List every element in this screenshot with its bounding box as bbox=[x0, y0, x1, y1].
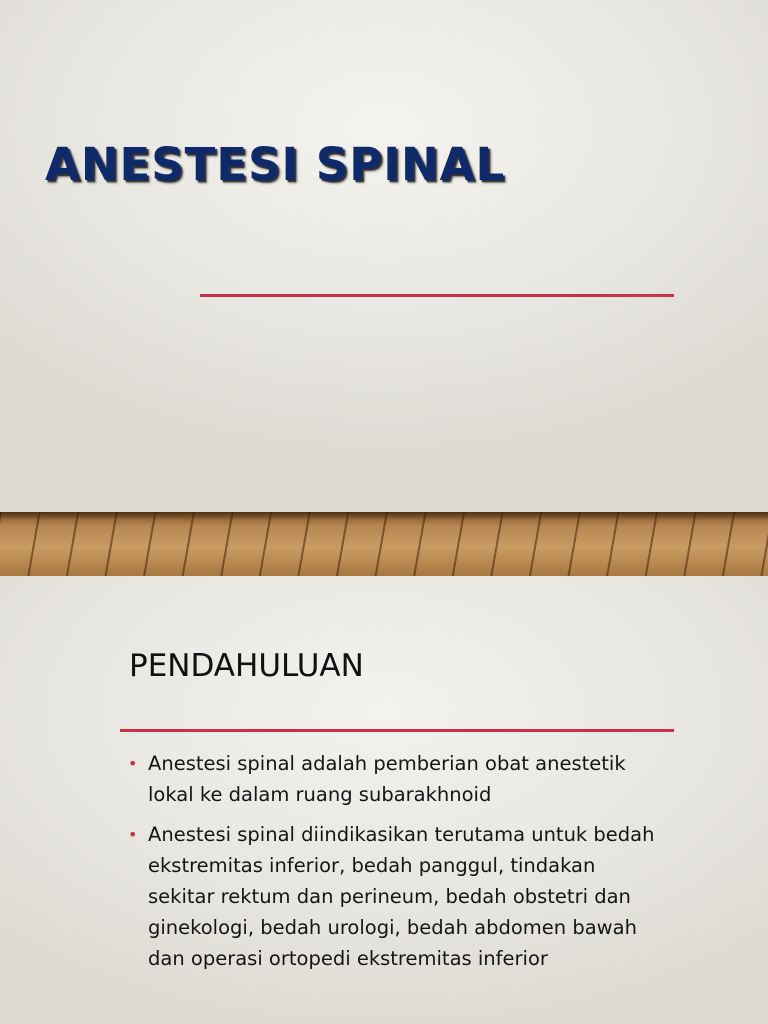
heading-divider-line bbox=[120, 729, 674, 732]
bullet-icon: • bbox=[128, 825, 138, 844]
slide-title-heading: ANESTESI SPINAL bbox=[45, 138, 506, 191]
bullet-list bbox=[126, 748, 666, 983]
bullet-item bbox=[126, 748, 666, 810]
bullet-icon: • bbox=[128, 754, 138, 773]
bullet-item bbox=[126, 819, 666, 974]
bullet-text: Anestesi spinal diindikasikan terutama untuk bedah ekstremitas inferior, bedah panggul, tindakan sekitar rektum dan perineum, bedah obstetri dan ginekologi, bedah urologi, bedah abdomen bawah dan operasi ortopedi ekstremitas inferior bbox=[148, 823, 655, 970]
bullet-text: Anestesi spinal adalah pemberian obat anestetik lokal ke dalam ruang subarakhnoid bbox=[148, 752, 626, 806]
wood-floor-decoration bbox=[0, 512, 768, 576]
slide-heading: PENDAHULUAN bbox=[129, 648, 364, 684]
title-divider-line bbox=[200, 294, 674, 297]
slide-pendahuluan bbox=[0, 576, 768, 1024]
